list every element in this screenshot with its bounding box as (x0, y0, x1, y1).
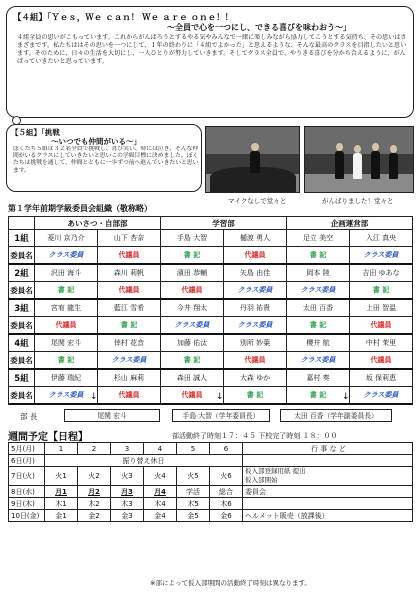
member-role: クラス委員 (287, 352, 350, 370)
schedule-row (9, 486, 413, 498)
class4-box (6, 6, 414, 118)
photo-stage-speech (205, 126, 300, 193)
schedule-period: 火5 (177, 467, 210, 486)
schedule-period: 金3 (111, 510, 144, 522)
committee-row-label: 3組 (9, 299, 35, 317)
class4-heading: 【４組】「Ｙｅｓ，Ｗｅ ｃａｎ！ Ｗｅ ａｒｅ ｏｎｅ！！ (13, 13, 234, 23)
member-role: クラス委員 (35, 247, 98, 265)
member-name: 大森 ゆか (224, 369, 287, 387)
committee-row-label: 5組 (9, 369, 35, 387)
committee-row-label: 委員名 (9, 282, 35, 300)
schedule-date: 8日(水) (9, 486, 45, 498)
schedule-event: 仮入部登録用紙 提出 仮入部開始 (243, 467, 413, 486)
member-name: 今井 翔太 (161, 299, 224, 317)
committee-row-label: 委員名 (9, 387, 35, 405)
member-role: クラス委員 (224, 282, 287, 300)
schedule-period: 火4 (144, 467, 177, 486)
member-name: 倖村 花音 (98, 334, 161, 352)
schedule-row (9, 443, 413, 455)
member-name: 菱川 京乃介 (35, 230, 98, 247)
committee-member-row (9, 264, 413, 282)
class5-heading: 【５組】「挑戦 (11, 128, 60, 137)
schedule-date: 5月(月) (9, 443, 45, 455)
class4-subtitle: ～全員で心を一つにし、できる喜びを味わおう～」 (167, 23, 351, 32)
member-name: 森田 誠人 (161, 369, 224, 387)
schedule-period: 木2 (78, 498, 111, 510)
member-name: 中村 茉里 (350, 334, 413, 352)
member-name: 森川 莉帆 (98, 264, 161, 282)
member-name: 濱田 恭輔 (161, 264, 224, 282)
member-role: クラス委員 (350, 247, 413, 265)
class4-body: ４組全員の思いがこもっています。これからがんばろうとするやる気やみんなで一緒に楽しみながら協力してこうとする気持ち、その思いはさまざまです。私たちははその思いを一つにして、１年の終わりに「４組でよかった」と思えるような、そんな最高のクラスを目指したいと思います。そのために、日々の生活を大切にし、一人ひとりが努力していきます。そしてクラス全員で、やりきる喜びを分かち合えるように、がんばっていきたいと思っています。 (17, 34, 407, 65)
member-name: 樋渡 勇人 (224, 230, 287, 247)
member-name: 足立 美空 (287, 230, 350, 247)
member-role: 書 記 (287, 247, 350, 265)
member-name: 吉田 ゆあな (350, 264, 413, 282)
member-role: 代議員 (35, 317, 98, 335)
committee-member-row (9, 334, 413, 352)
member-role: 代議員 (224, 352, 287, 370)
dept-header-greeting: あいさつ・自部部 (35, 217, 161, 230)
schedule-event: 委員会 (243, 486, 413, 498)
committee-table (8, 216, 413, 405)
member-name: 坂 保莉恵 (350, 369, 413, 387)
member-name: 手島 大智 (161, 230, 224, 247)
schedule-period: 木1 (45, 498, 78, 510)
schedule-period: 学活 (177, 486, 210, 498)
schedule-period: 月4 (144, 486, 177, 498)
member-role: 代議員 (350, 352, 413, 370)
member-name: 岡本 陸 (287, 264, 350, 282)
member-role: 代議員 (98, 387, 161, 405)
member-name: 別所 妙葉 (224, 334, 287, 352)
schedule-table (8, 442, 413, 522)
schedule-period: 木4 (144, 498, 177, 510)
photo-group-stage (304, 126, 414, 193)
member-name: 杉山 麻莉 (98, 369, 161, 387)
schedule-title: 週間予定【日程】 (8, 432, 88, 443)
schedule-row (9, 510, 413, 522)
member-role: 書 記 (287, 387, 350, 405)
schedule-period: 金6 (210, 510, 243, 522)
committee-role-row (9, 352, 413, 370)
leader-study: 手島 大智（学年委員長） (172, 409, 270, 422)
photo-left-caption: マイクなしで堂々と (228, 197, 287, 205)
schedule-row (9, 467, 413, 486)
schedule-row (9, 455, 413, 467)
arrow-study: ↓ (216, 392, 224, 402)
leader-greeting: 尾関 宏斗 (64, 409, 160, 422)
schedule-period: 月1 (45, 486, 78, 498)
member-role: 代議員 (161, 282, 224, 300)
arrow-greeting: ↓ (90, 392, 98, 402)
committee-row-label: 2組 (9, 264, 35, 282)
schedule-period: 火3 (111, 467, 144, 486)
member-role: クラス委員 (35, 387, 98, 405)
member-role: 書 記 (98, 317, 161, 335)
member-role: クラス委員 (224, 317, 287, 335)
committee-role-row (9, 387, 413, 405)
member-role: クラス委員 (98, 352, 161, 370)
schedule-period: 5 (177, 443, 210, 455)
member-role: 書 記 (350, 282, 413, 300)
committee-member-row (9, 299, 413, 317)
member-name: 櫻井 航 (287, 334, 350, 352)
dept-header-study: 学習部 (161, 217, 287, 230)
schedule-holiday: 振り替え休日 (45, 455, 243, 467)
committee-row-label: 委員名 (9, 317, 35, 335)
schedule-event: 行 事 な ど (243, 443, 413, 455)
member-role: 書 記 (161, 247, 224, 265)
member-role: 代議員 (350, 317, 413, 335)
schedule-period: 金4 (144, 510, 177, 522)
member-role: 代議員 (161, 387, 224, 405)
member-name: 山下 杏奈 (98, 230, 161, 247)
member-name: 伊藤 瑞紀 (35, 369, 98, 387)
committee-row-label: 1組 (9, 230, 35, 247)
schedule-period: 2 (78, 443, 111, 455)
leader-planning: 太田 百香（学年副委員長） (280, 409, 392, 422)
member-name: 丹羽 祐貴 (224, 299, 287, 317)
schedule-times: 部活動終了時刻１７：４５ 下校完了時刻 １８：００ (172, 432, 338, 440)
schedule-event (243, 498, 413, 510)
member-role: クラス委員 (161, 317, 224, 335)
schedule-period: 木6 (210, 498, 243, 510)
member-name: 沢田 海斗 (35, 264, 98, 282)
schedule-event: ヘルメット販売（放課後） (243, 510, 413, 522)
committee-row-label: 委員名 (9, 352, 35, 370)
schedule-period: 木3 (111, 498, 144, 510)
member-role: クラス委員 (350, 387, 413, 405)
member-role: 書 記 (287, 317, 350, 335)
leader-label: 部 長 (20, 412, 38, 421)
schedule-period: 金2 (78, 510, 111, 522)
schedule-period: 金1 (45, 510, 78, 522)
committee-role-row (9, 282, 413, 300)
member-name: 太田 百香 (287, 299, 350, 317)
schedule-date: 9日(木) (9, 498, 45, 510)
member-role: 代議員 (98, 282, 161, 300)
schedule-note: ※部によって仮入部期間の活動終了時刻は異なります。 (150, 579, 311, 587)
arrow-planning: ↓ (342, 392, 350, 402)
member-role: 書 記 (35, 352, 98, 370)
schedule-period: 4 (144, 443, 177, 455)
committee-member-row (9, 369, 413, 387)
committee-member-row (9, 230, 413, 247)
member-name: 嘉村 奏 (287, 369, 350, 387)
member-role: 書 記 (161, 352, 224, 370)
member-name: 加藤 佑汰 (161, 334, 224, 352)
schedule-period: 3 (111, 443, 144, 455)
schedule-period: 金5 (177, 510, 210, 522)
class5-subtitle: ～いつでも仲間がいる～」 (51, 137, 141, 146)
schedule-period: 総合 (210, 486, 243, 498)
schedule-row (9, 498, 413, 510)
schedule-period: 火2 (78, 467, 111, 486)
schedule-period: 6 (210, 443, 243, 455)
schedule-period: 1 (45, 443, 78, 455)
committee-role-row (9, 317, 413, 335)
member-role: 書 記 (35, 282, 98, 300)
member-name: 矢島 由佳 (224, 264, 287, 282)
schedule-period: 月3 (111, 486, 144, 498)
committee-row-label: 委員名 (9, 247, 35, 265)
schedule-period: 火6 (210, 467, 243, 486)
schedule-period: 月2 (78, 486, 111, 498)
photo-right-caption: がんばりました！堂々と (322, 197, 394, 205)
dept-header-planning: 企画運営部 (287, 217, 413, 230)
member-name: 入江 真央 (350, 230, 413, 247)
member-role: 書 記 (224, 387, 287, 405)
committee-row-label: 4組 (9, 334, 35, 352)
schedule-period: 火1 (45, 467, 78, 486)
member-name: 上田 智温 (350, 299, 413, 317)
schedule-period: 木5 (177, 498, 210, 510)
schedule-event (243, 455, 413, 467)
member-name: 宮宥 龍生 (35, 299, 98, 317)
committee-title: 第１学年前期学級委員会組織（敬称略） (8, 204, 152, 213)
class5-box (6, 124, 202, 192)
committee-role-row (9, 247, 413, 265)
schedule-date: 7日(火) (9, 467, 45, 486)
member-name: 尾関 宏斗 (35, 334, 98, 352)
member-role: 代議員 (98, 247, 161, 265)
member-name: 藍江 雪希 (98, 299, 161, 317)
member-role: クラス委員 (287, 282, 350, 300)
member-role: 代議員 (224, 247, 287, 265)
schedule-date: 6日(月) (9, 455, 45, 467)
class5-body: ぼくたち５組は３２名全員で挑戦し、喜び笑い、時には泣き、そんな仲間がいるクラスにしていきたいと思いこの学級目標に決めました。ぼくたちは挑戦を通して、仲間とともに一歩ずつ前へ進んでいきたいと思います。 (13, 146, 199, 174)
schedule-date: 10日(金) (9, 510, 45, 522)
